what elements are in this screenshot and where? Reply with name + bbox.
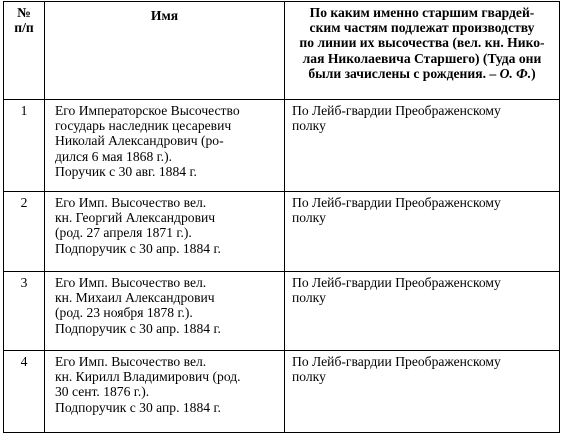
person-line: Подпоручик с 30 апр. 1884 г. xyxy=(55,320,221,336)
person-line: Подпоручик с 30 апр. 1884 г. xyxy=(55,240,221,256)
person-cell xyxy=(45,272,285,351)
person-line: (род. 23 ноября 1878 г.). xyxy=(55,305,193,321)
regiment-cell xyxy=(285,100,560,192)
table-row xyxy=(4,272,560,351)
number-sign: № xyxy=(17,5,31,20)
regiment-line: полку xyxy=(292,369,326,385)
person-line: кн. Михаил Александрович xyxy=(55,290,215,306)
regiment-line: По Лейб-гвардии Преображенскому xyxy=(292,275,501,290)
header-line: по линии их высочества (вел. кн. Нико- xyxy=(299,35,545,51)
regiment-line: По Лейб-гвардии Преображенскому xyxy=(292,354,501,369)
person-line: дился 6 мая 1868 г.). xyxy=(55,148,172,164)
person-line: Подпоручик с 30 апр. 1884 г. xyxy=(55,399,221,415)
regiment-line: По Лейб-гвардии Преображенскому xyxy=(292,195,501,210)
row-number: 2 xyxy=(4,192,45,272)
column-header-number xyxy=(4,2,45,100)
regiment-line: полку xyxy=(292,118,326,134)
header-note-text: были зачислены с рождения. – xyxy=(308,65,500,81)
header-line-last xyxy=(289,66,555,81)
row-number: 4 xyxy=(4,351,45,433)
officers-table xyxy=(3,1,560,433)
person-line: кн. Георгий Александрович xyxy=(55,210,216,226)
row-number: 3 xyxy=(4,272,45,351)
header-line: По каким именно старшим гвардей- xyxy=(309,5,535,20)
table-row xyxy=(4,192,560,272)
person-cell xyxy=(45,100,285,192)
person-line: Поручик с 30 авг. 1884 г. xyxy=(55,163,197,179)
person-line: кн. Кирилл Владимирович (род. xyxy=(55,369,241,385)
person-cell xyxy=(45,351,285,433)
table-row xyxy=(4,100,560,192)
person-line: Его Имп. Высочество вел. xyxy=(55,195,207,210)
person-line: Его Имп. Высочество вел. xyxy=(55,275,207,290)
person-line: 30 сент. 1876 г.). xyxy=(55,384,150,400)
header-row xyxy=(4,2,560,100)
table-row xyxy=(4,351,560,433)
editor-initials: О. Ф. xyxy=(499,65,532,81)
person-line: Николай Александрович (ро- xyxy=(55,133,224,149)
column-header-name: Имя xyxy=(45,2,285,100)
person-cell xyxy=(45,192,285,272)
regiment-line: полку xyxy=(292,290,326,306)
regiment-cell xyxy=(285,272,560,351)
person-line: (род. 27 апреля 1871 г.). xyxy=(55,225,192,241)
row-number: 1 xyxy=(4,100,45,192)
column-header-regiment xyxy=(285,2,560,100)
number-abbrev: п/п xyxy=(14,20,34,36)
regiment-line: По Лейб-гвардии Преображенскому xyxy=(292,103,501,118)
closing-paren: ) xyxy=(531,65,536,81)
header-line: ским частям подлежат производству xyxy=(309,20,535,36)
person-line: Его Императорское Высочество xyxy=(55,103,240,118)
regiment-cell xyxy=(285,351,560,433)
regiment-line: полку xyxy=(292,210,326,226)
person-line: Его Имп. Высочество вел. xyxy=(55,354,207,369)
regiment-cell xyxy=(285,192,560,272)
header-line: лая Николаевича Старшего) (Туда они xyxy=(302,50,542,66)
person-line: государь наследник цесаревич xyxy=(55,118,232,134)
